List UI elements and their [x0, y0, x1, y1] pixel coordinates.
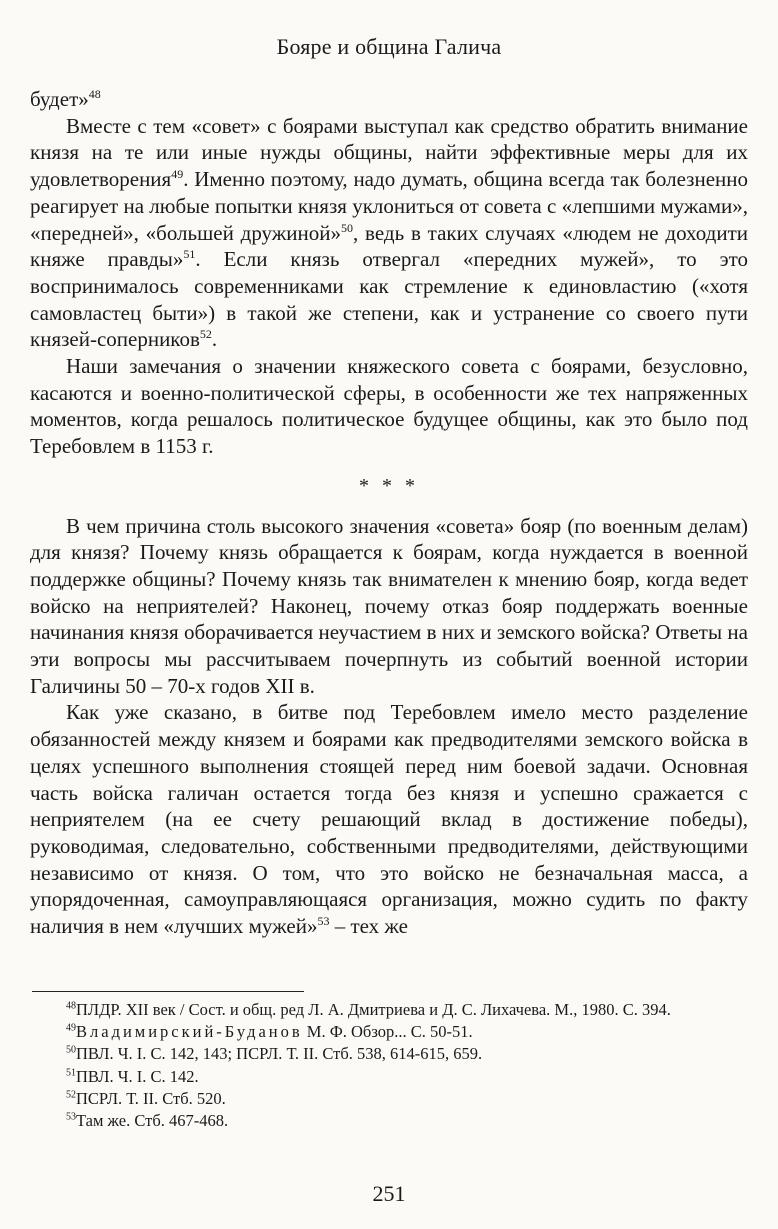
footnote-divider — [32, 991, 304, 992]
paragraph: В чем причина столь высокого значения «совета» бояр (по военным делам) для князя? Почему князь обращается к боярам, когда нуждается в военной поддержке общины? Почему князь так внимателен к мнению бояр, когда ведет войско на неприятелей? Наконец, почему отказ бояр поддержать военные начинания князя оборачивается неучастием в них и земского войска? Ответы на эти вопросы мы рассчитываем почерпнуть из событий военной истории Галичины 50 – 70-х годов XII в. — [30, 513, 748, 698]
footnote-number: 50 — [66, 1044, 76, 1056]
paragraph-text: , ведь в таких случаях «людем не доходити княже правды» — [30, 220, 748, 272]
footnote-ref[interactable]: 51 — [183, 247, 196, 262]
footnote-number: 49 — [66, 1022, 76, 1034]
footnote-number: 52 — [66, 1089, 76, 1101]
paragraph-text: . Именно поэтому, надо думать, община всегда так болезненно реагирует на любые попытки князя уклониться от совета с «лепшими мужами», «передней», «большей дружиной» — [30, 167, 748, 245]
footnote-ref[interactable]: 48 — [88, 87, 101, 101]
footnote — [30, 1088, 748, 1110]
footnote-text: М. Ф. Обзор... С. 50-51. — [302, 1022, 473, 1042]
body-text — [30, 86, 748, 940]
footnote-number: 53 — [66, 1111, 76, 1123]
footnote-ref[interactable]: 49 — [171, 167, 184, 182]
footnotes — [30, 999, 748, 1132]
footnote — [30, 999, 748, 1021]
paragraph-text: Как уже сказано, в битве под Теребовлем имело место разделение обязанностей между князем и боярами как предводителями земского войска в целях успешного выполнения стоящей перед ним боевой задачи. Основная часть войска галичан остается тогда без князя и успешно сражается с неприятелем (на ее счету решающий вклад в достижение победы), руководимая, следовательно, собственными предводителями, действующими независимо от князя. О том, что это войско не безначальная масса, а упорядоченная, самоуправляющаяся организация, можно судить по факту наличия в нем «лучших мужей» — [30, 700, 748, 939]
footnote-text: ПВЛ. Ч. I. С. 142. — [76, 1066, 199, 1086]
footnote-text: ПЛДР. XII век / Сост. и общ. ред Л. А. Дмитриева и Д. С. Лихачева. М., 1980. С. 394. — [76, 1000, 671, 1019]
footnote — [30, 1110, 748, 1132]
section-separator: * * * — [359, 474, 419, 497]
page-number: 251 — [372, 1181, 406, 1206]
paragraph — [30, 699, 748, 939]
book-page — [30, 0, 748, 1229]
paragraph-text: . Если князь отвергал «передних мужей», то это воспринималось современниками как стремление к единовластию («хотя самовластец быти») в такой же степени, как и устранение со своего пути князей-соперников — [30, 247, 748, 352]
paragraph-text: будет» — [30, 87, 89, 111]
footnote-author: Владимирский-Буданов — [76, 1022, 303, 1042]
running-head: Бояре и община Галича — [276, 34, 502, 59]
footnote-text: Там же. Стб. 467-468. — [76, 1111, 229, 1131]
footnote-text: ПСРЛ. Т. II. Стб. 520. — [76, 1088, 226, 1108]
footnote-ref[interactable]: 53 — [317, 914, 330, 929]
paragraph-text: Вместе с тем «совет» с боярами выступал как средство обратить внимание князя на те или иные нужды общины, найти эффективные меры для их удовлетворения — [30, 113, 748, 192]
paragraph — [30, 113, 748, 353]
footnote-ref[interactable]: 52 — [199, 327, 212, 342]
footnote-text: ПВЛ. Ч. I. С. 142, 143; ПСРЛ. Т. II. Стб. 538, 614-615, 659. — [76, 1044, 483, 1064]
footnote — [30, 1021, 748, 1043]
paragraph: Наши замечания о значении княжеского совета с боярами, безусловно, касаются и военно-политической сферы, в особенности же тех напряженных моментов, когда решалось политическое будущее общины, как это было под Теребовлем в 1153 г. — [30, 354, 748, 459]
footnote — [30, 1043, 748, 1065]
paragraph-continuation — [30, 86, 748, 113]
footnote-number: 51 — [66, 1067, 76, 1079]
footnote-ref[interactable]: 50 — [341, 220, 353, 235]
paragraph-text: . — [211, 327, 218, 352]
paragraph-text: – тех же — [329, 914, 408, 939]
footnote — [30, 1066, 748, 1088]
footnote-number: 48 — [66, 1000, 76, 1012]
